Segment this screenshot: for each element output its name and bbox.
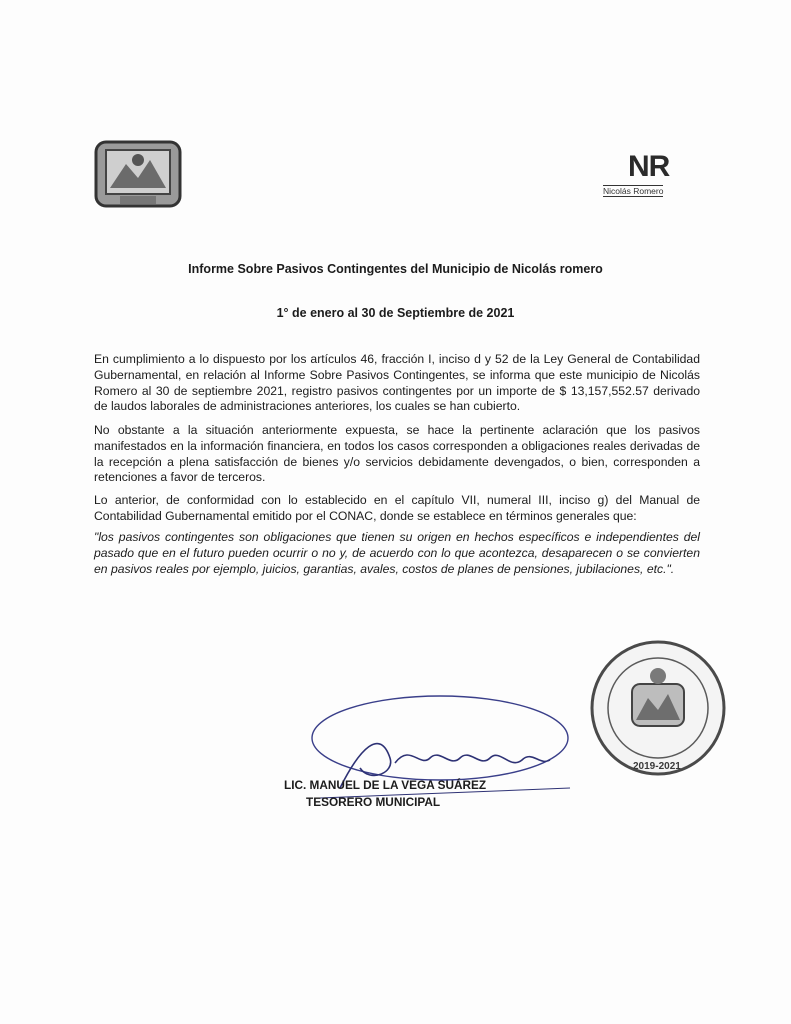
logo-nr-text: NR <box>628 150 670 183</box>
paragraph-2: No obstante a la situación anteriormente expuesta, se hace la pertinente aclaración que los pasivos manifestados en la información financiera, en todos los casos corresponden a obligaciones reales derivadas de la recepción a plena satisfacción de bienes y/o servicios debidamente devengados, o bien, corresponden a retenciones a favor de terceros. <box>94 423 700 485</box>
document-period: 1° de enero al 30 de Septiembre de 2021 <box>276 306 515 320</box>
seal-years: 2019-2021 <box>633 761 681 772</box>
signer-title: TESORERO MUNICIPAL <box>306 795 441 809</box>
document-title: Informe Sobre Pasivos Contingentes del Municipio de Nicolás romero <box>188 262 603 276</box>
municipal-crest-icon <box>92 138 184 210</box>
signer-name: LIC. MANUEL DE LA VEGA SUÁREZ <box>284 778 487 792</box>
logo-subtitle: Nicolás Romero <box>603 186 664 196</box>
paragraph-3: Lo anterior, de conformidad con lo establecido en el capítulo VII, numeral III, inciso g) del Manual de Contabilidad Gubernamental emitido por el CONAC, donde se establece en términos generales que: <box>94 493 700 523</box>
paragraph-1: En cumplimiento a lo dispuesto por los artículos 46, fracción I, inciso d y 52 de la Ley General de Contabilidad Gubernamental, en relación al Informe Sobre Pasivos Contingentes, se informa que este municipio de Nicolás Romero al 30 de septiembre 2021, registro pasivos contingentes por un importe de $ 13,157,552.57 derivado de laudos laborales de administraciones anteriores, los cuales se han cubierto. <box>94 352 700 414</box>
quote-paragraph: "los pasivos contingentes son obligaciones que tienen su origen en hechos específicos e independientes del pasado que en el futuro pueden ocurrir o no y, de acuerdo con lo que acontezca, desaparecen o se convierten en pasivos reales por ejemplo, juicios, garantias, avales, costos de planes de pensiones, jubilaciones, etc.". <box>94 530 700 576</box>
